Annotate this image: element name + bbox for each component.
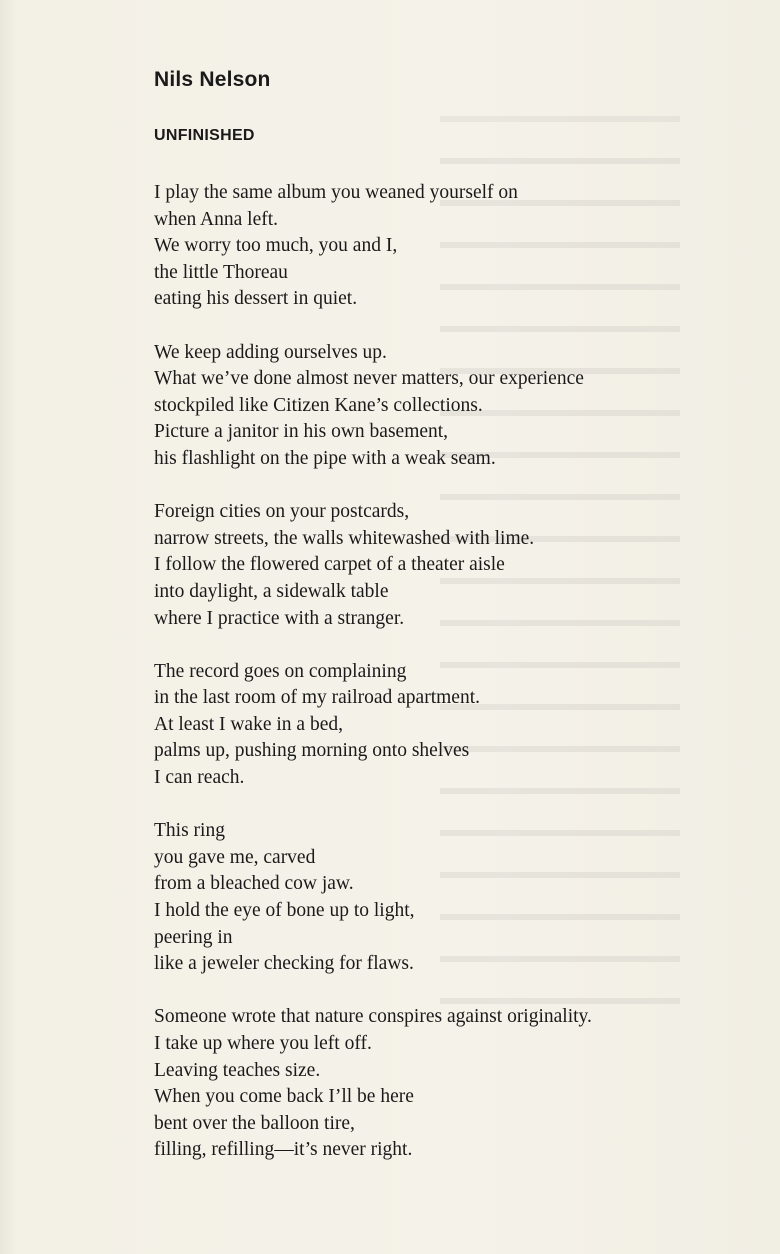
poem-title: UNFINISHED xyxy=(154,127,255,144)
poem-line: where I practice with a stranger. xyxy=(154,607,405,629)
poem-line: I can reach. xyxy=(154,767,245,789)
poem-line: The record goes on complaining xyxy=(154,660,407,682)
poem-line: bent over the balloon tire, xyxy=(154,1112,355,1134)
stanza-5 xyxy=(154,818,754,978)
stanza-1 xyxy=(154,180,754,313)
stanza-4 xyxy=(154,659,754,792)
poem-line: you gave me, carved xyxy=(154,846,316,868)
poem-line: I follow the flowered carpet of a theater aisle xyxy=(154,554,505,576)
poem-line: peering in xyxy=(154,926,233,948)
stanza-3 xyxy=(154,499,754,632)
poem-line: When you come back I’ll be here xyxy=(154,1086,414,1108)
poem-body xyxy=(154,180,754,1191)
poem-line: This ring xyxy=(154,820,225,842)
poem-line: his flashlight on the pipe with a weak seam. xyxy=(154,447,496,469)
poem-line: Someone wrote that nature conspires against originality. xyxy=(154,1006,592,1028)
poem-line: What we’ve done almost never matters, our experience xyxy=(154,368,584,390)
poem-line: I take up where you left off. xyxy=(154,1033,372,1054)
stanza-6 xyxy=(154,1004,754,1164)
poem-line: into daylight, a sidewalk table xyxy=(154,580,389,602)
poem-line: from a bleached cow jaw. xyxy=(154,873,354,895)
poem-line: when Anna left. xyxy=(154,208,279,230)
poem-line: We keep adding ourselves up. xyxy=(154,341,387,363)
poem-line: Picture a janitor in his own basement, xyxy=(154,421,449,443)
poem-line: Leaving teaches size. xyxy=(154,1059,321,1081)
stanza-2 xyxy=(154,340,754,473)
poem-line: I hold the eye of bone up to light, xyxy=(154,900,415,922)
poem-line: narrow streets, the walls whitewashed with lime. xyxy=(154,527,535,549)
poem-line: I play the same album you weaned yourself on xyxy=(154,182,518,203)
author-name: Nils Nelson xyxy=(154,68,271,91)
poem-line: stockpiled like Citizen Kane’s collections. xyxy=(154,394,483,416)
poem-line: the little Thoreau xyxy=(154,261,288,283)
poem-line: At least I wake in a bed, xyxy=(154,713,343,735)
poem-line: in the last room of my railroad apartment. xyxy=(154,687,480,709)
poem-line: like a jeweler checking for flaws. xyxy=(154,953,414,975)
poem-line: Foreign cities on your postcards, xyxy=(154,501,410,523)
poem-line: We worry too much, you and I, xyxy=(154,235,398,257)
poem-line: filling, refilling—it’s never right. xyxy=(154,1139,413,1161)
poem-line: palms up, pushing morning onto shelves xyxy=(154,740,470,762)
poem-line: eating his dessert in quiet. xyxy=(154,288,358,310)
